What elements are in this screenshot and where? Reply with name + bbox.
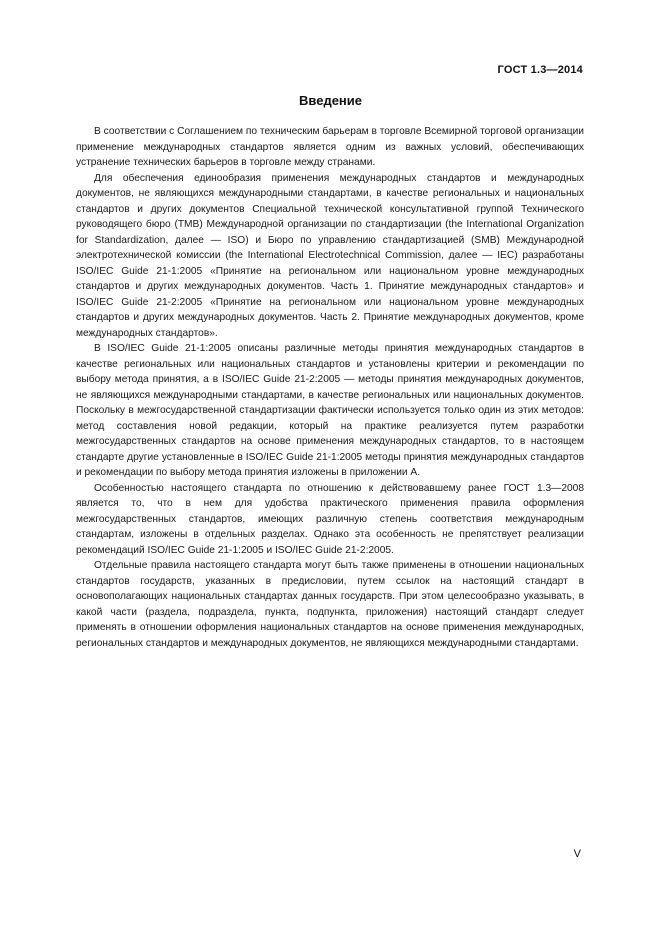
paragraph: Особенностью настоящего стандарта по отношению к действовавшему ранее ГОСТ 1.3—2008 является то, что в нем для удобства практического применения правила оформления межгосударственных стандартов, имеющих различную степень соответствия международным стандартам, изложены в отдельных разделах. Однако эта особенность не препятствует реализации рекомендаций ISO/IEC Guide 21-1:2005 и ISO/IEC Guide 21-2:2005. xyxy=(76,482,584,556)
section-title: Введение xyxy=(299,93,362,108)
paragraph: В ISO/IEC Guide 21-1:2005 описаны различные методы принятия международных стандартов в качестве региональных или национальных стандартов и установлены критерии и рекомендации по выбору метода принятия, а в ISO/IEC Guide 21-2:2005 — методы принятия международных документов, не являющихся международными стандартами, в качестве региональных или национальных документов. Поскольку в межгосударственной стандартизации фактически используется только один из этих методов: метод составления новой редакции, который на практике реализуется путем разработки межгосударственных стандартов на основе применения международных стандартов, то в настоящем стандарте другие установленные в ISO/IEC Guide 21-1:2005 методы принятия международных стандартов и рекомендации по выбору метода принятия изложены в приложении А. xyxy=(76,343,584,478)
paragraph: В соответствии с Соглашением по техническим барьерам в торговле Всемирной торговой организации применение международных стандартов является одним из важных условий, обеспечивающих устранение технических барьеров в торговле между странами. xyxy=(76,126,584,168)
paragraph: Отдельные правила настоящего стандарта могут быть также применены в отношении национальных стандартов государств, указанных в предисловии, путем ссылок на настоящий стандарт в основополагающих национальных стандартах данных государств. При этом целесообразно указывать, в какой части (раздела, подраздела, пункта, подпункта, приложения) настоящий стандарт следует применять в отношении оформления национальных стандартов на основе применения международных, региональных стандартов и международных документов, не являющихся международными стандартами. xyxy=(76,560,584,649)
section-body xyxy=(76,124,584,651)
paragraph: Для обеспечения единообразия применения международных стандартов и международных документов, не являющихся международными стандартами, в качестве региональных и национальных стандартов и других документов Специальной технической консультативной группой Технического руководящего бюро (ТМВ) Международной организации по стандартизации (the International Organization for Standardization, далее — ISO) и Бюро по управлению стандартизацией (SMB) Международной электротехнической комиссии (the International Electrotechnical Commission, далее — IEC) разработаны ISO/IEC Guide 21-1:2005 «Принятие на региональном или национальном уровне международных стандартов и других международных документов. Часть 1. Принятие международных стандартов» и ISO/IEC Guide 21-2:2005 «Принятие на региональном или национальном уровне международных стандартов и других международных документов. Часть 2. Принятие международных документов, кроме международных стандартов». xyxy=(76,172,584,339)
page-number: V xyxy=(573,848,581,860)
document-code: ГОСТ 1.3—2014 xyxy=(497,64,583,76)
